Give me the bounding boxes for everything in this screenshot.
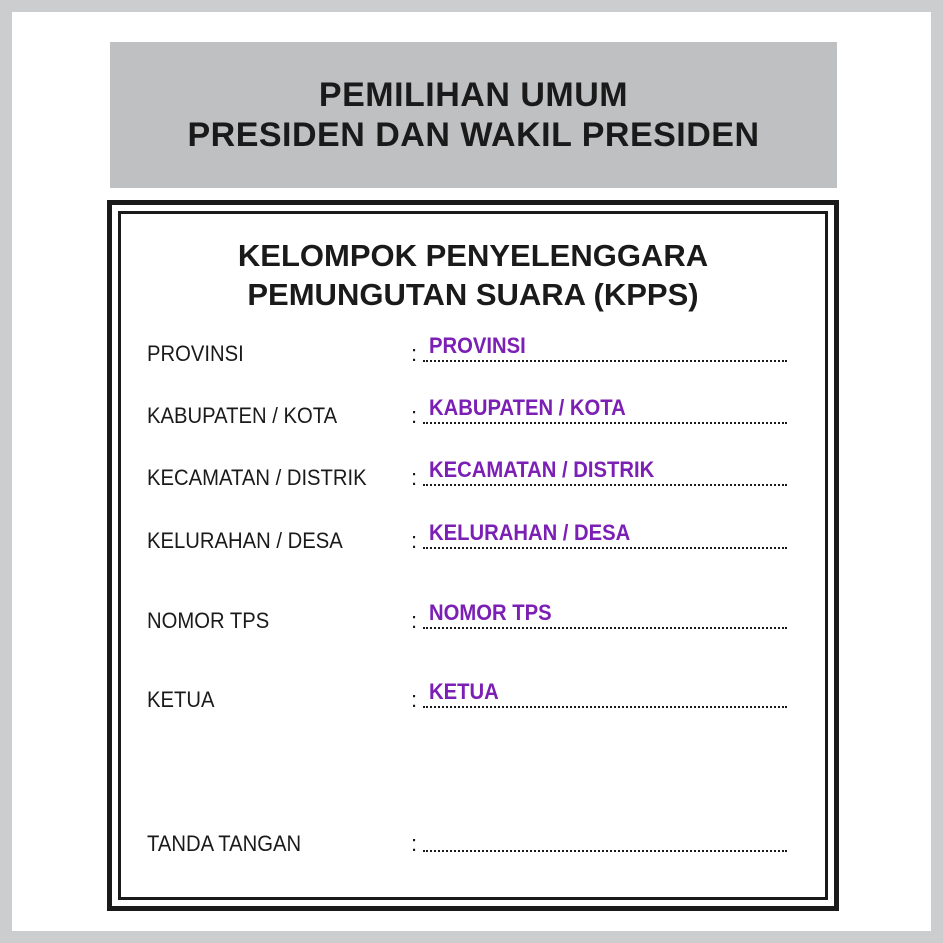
field-value-ketua[interactable]: KETUA bbox=[429, 679, 499, 704]
field-label-tanda-tangan: TANDA TANGAN bbox=[147, 831, 302, 856]
field-value-provinsi[interactable]: PROVINSI bbox=[429, 333, 526, 358]
field-row-kelurahan-desa bbox=[147, 514, 787, 554]
header-title-line1: PEMILIHAN UMUM bbox=[318, 76, 629, 114]
field-colon: : bbox=[411, 608, 418, 633]
signature-dotted-line[interactable] bbox=[423, 850, 787, 852]
field-colon: : bbox=[411, 341, 418, 366]
header-title-line2: PRESIDEN DAN WAKIL PRESIDEN bbox=[187, 116, 760, 154]
field-row-ketua bbox=[147, 673, 787, 713]
field-label-kecamatan-distrik: KECAMATAN / DISTRIK bbox=[147, 465, 367, 490]
dotted-fill-line bbox=[423, 547, 787, 549]
dotted-fill-line bbox=[423, 422, 787, 424]
document-sheet bbox=[12, 12, 931, 931]
field-label-kabupaten-kota: KABUPATEN / KOTA bbox=[147, 403, 338, 428]
field-row-nomor-tps bbox=[147, 594, 787, 634]
form-title bbox=[121, 236, 825, 314]
field-value-kecamatan-distrik[interactable]: KECAMATAN / DISTRIK bbox=[429, 457, 655, 482]
field-colon: : bbox=[411, 831, 418, 856]
field-label-nomor-tps: NOMOR TPS bbox=[147, 608, 270, 633]
dotted-fill-line bbox=[423, 627, 787, 629]
election-header-band bbox=[110, 42, 837, 188]
field-row-tanda-tangan bbox=[147, 817, 787, 857]
form-title-line2: PEMUNGUTAN SUARA (KPPS) bbox=[247, 277, 699, 312]
field-row-kabupaten-kota bbox=[147, 389, 787, 429]
field-label-kelurahan-desa: KELURAHAN / DESA bbox=[147, 528, 343, 553]
field-colon: : bbox=[411, 528, 418, 553]
field-colon: : bbox=[411, 403, 418, 428]
form-outer-frame bbox=[107, 200, 839, 911]
field-row-kecamatan-distrik bbox=[147, 451, 787, 491]
field-colon: : bbox=[411, 687, 418, 712]
dotted-fill-line bbox=[423, 484, 787, 486]
field-value-kabupaten-kota[interactable]: KABUPATEN / KOTA bbox=[429, 395, 626, 420]
dotted-fill-line bbox=[423, 360, 787, 362]
field-row-provinsi bbox=[147, 327, 787, 367]
dotted-fill-line bbox=[423, 706, 787, 708]
form-inner-frame bbox=[118, 211, 828, 900]
field-label-ketua: KETUA bbox=[147, 687, 215, 712]
field-value-kelurahan-desa[interactable]: KELURAHAN / DESA bbox=[429, 520, 631, 545]
field-label-provinsi: PROVINSI bbox=[147, 341, 244, 366]
field-value-nomor-tps[interactable]: NOMOR TPS bbox=[429, 600, 552, 625]
form-title-line1: KELOMPOK PENYELENGGARA bbox=[237, 238, 709, 273]
field-colon: : bbox=[411, 465, 418, 490]
